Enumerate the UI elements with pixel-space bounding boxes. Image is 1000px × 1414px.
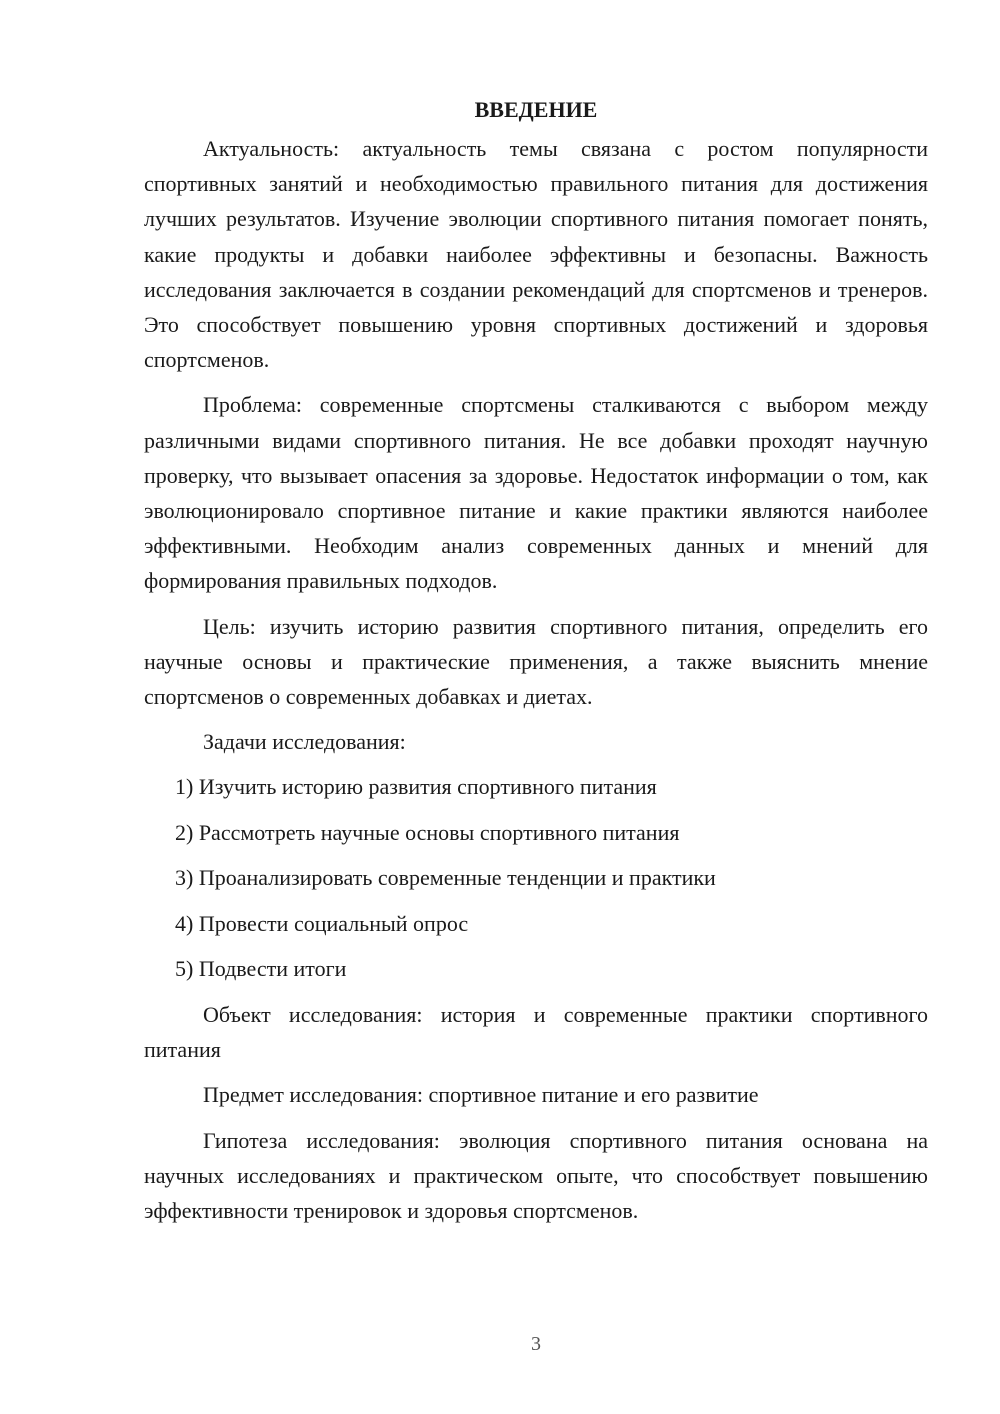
hypothesis-paragraph: Гипотеза исследования: эволюция спортивного питания основана на научных исследованиях и практическом опыте, что способствует повышению эффективности тренировок и здоровья спортсменов.: [144, 1127, 928, 1223]
list-item: 2) Рассмотреть научные основы спортивного питания: [175, 819, 680, 845]
page-number: 3: [531, 1333, 541, 1355]
subject-paragraph: Предмет исследования: спортивное питание и его развитие: [203, 1082, 759, 1108]
list-item: 4) Провести социальный опрос: [175, 910, 469, 936]
list-item: 5) Подвести итоги: [175, 956, 347, 982]
relevance-paragraph: Актуальность: актуальность темы связана с ростом популярности спортивных занятий и необходимостью правильного питания для достижения лучших результатов. Изучение эволюции спортивного питания помогает понять, какие продукты и добавки наиболее эффективны и безопасны. Важность исследования заключается в создании рекомендаций для спортсменов и тренеров. Это способствует повышению уровня спортивных достижений и здоровья спортсменов.: [144, 136, 928, 373]
object-paragraph: Объект исследования: история и современные практики спортивного питания: [144, 1001, 928, 1063]
list-item: 1) Изучить историю развития спортивного питания: [175, 774, 657, 800]
problem-paragraph: Проблема: современные спортсмены сталкиваются с выбором между различными видами спортивного питания. Не все добавки проходят научную проверку, что вызывает опасения за здоровье. Недостаток информации о том, как эволюционировало спортивное питание и какие практики являются наиболее эффективными. Необходим анализ современных данных и мнений для формирования правильных подходов.: [144, 392, 928, 594]
document-page: [144, 92, 928, 1238]
list-item: 3) Проанализировать современные тенденции и практики: [175, 865, 716, 891]
page-title: ВВЕДЕНИЕ: [474, 97, 598, 122]
tasks-list: [144, 769, 928, 986]
tasks-heading: Задачи исследования:: [203, 729, 406, 755]
goal-paragraph: Цель: изучить историю развития спортивного питания, определить его научные основы и практические применения, а также выяснить мнение спортсменов о современных добавках и диетах.: [144, 613, 928, 710]
